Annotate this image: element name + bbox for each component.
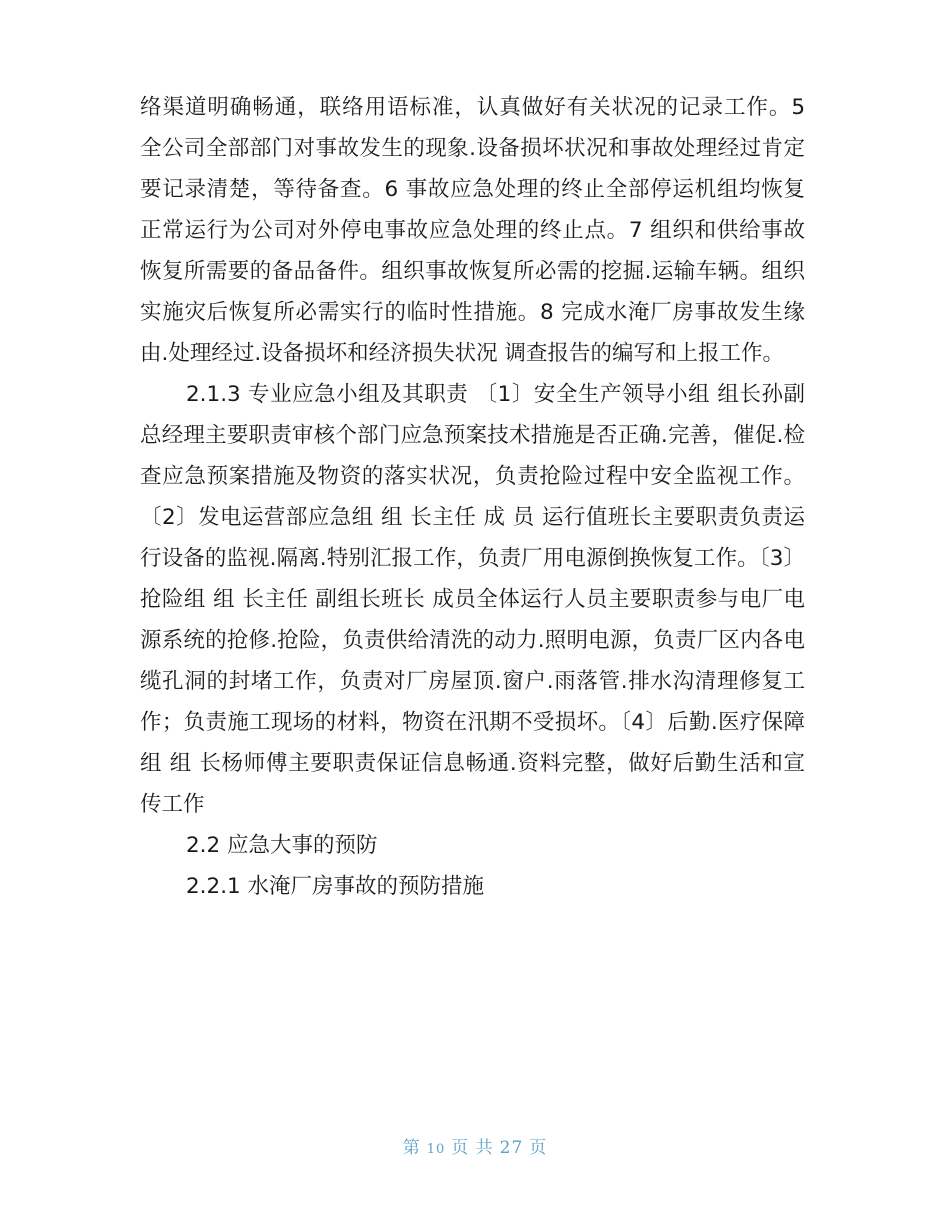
page-footer [0,1133,950,1158]
paragraph-continuation: 络渠道明确畅通，联络用语标准，认真做好有关状况的记录工作。5 全公司全部部门对事故发生的现象.设备损坏状况和事故处理经过肯定要记录清楚，等待备查。6 事故应急处理的终止全部停运机组均恢复正常运行为公司对外停电事故应急处理的终止点。7 组织和供给事故恢复所需要的备品备件。组织事故恢复所必需的挖掘.运输车辆。组织实施灾后恢复所必需实行的临时性措施。8 完成水淹厂房事故发生缘由.处理经过.设备损坏和经济损失状况 调查报告的编写和上报工作。 [140,95,805,366]
heading-section-2-2-1: 2.2.1 水淹厂房事故的预防措施 [186,874,485,899]
total-pages: 27 [499,1138,524,1158]
paragraph-section-2-1-3: 2.1.3 专业应急小组及其职责 〔1〕安全生产领导小组 组长孙副总经理主要职责审核个部门应急预案技术措施是否正确.完善，催促.检查应急预案措施及物资的落实状况，负责抢险过程中安全监视工作。〔2〕发电运营部应急组 组 长主任 成 员 运行值班长主要职责负责运行设备的监视.隔离.特别汇报工作，负责厂用电源倒换恢复工作。〔3〕抢险组 组 长主任 副组长班长 成员全体运行人员主要职责参与电厂电源系统的抢修.抢险，负责供给清洗的动力.照明电源，负责厂区内各电缆孔洞的封堵工作，负责对厂房屋顶.窗户.雨落管.排水沟清理修复工作；负责施工现场的材料，物资在汛期不受损坏。〔4〕后勤.医疗保障组 组 长杨师傅主要职责保证信息畅通.资料完整，做好后勤生活和宣传工作 [140,382,805,817]
heading-section-2-2: 2.2 应急大事的预防 [186,833,378,858]
document-body [140,87,805,907]
footer-suffix: 页 [529,1138,548,1158]
footer-prefix: 第 [402,1138,421,1158]
footer-middle: 页 共 [451,1138,494,1158]
page-number: 10 [426,1142,446,1157]
